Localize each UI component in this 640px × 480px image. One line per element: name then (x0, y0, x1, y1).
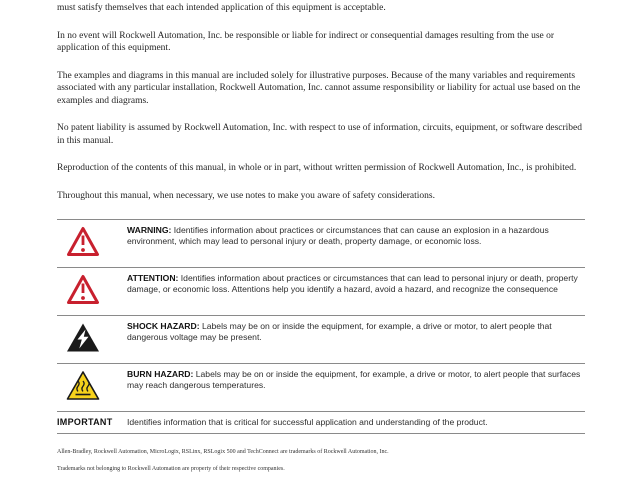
notice-row-shock-hazard (57, 315, 585, 363)
notice-body: Identifies information about practices or circumstances that can cause an explosion in a hazardous environment, which may lead to personal injury or death, property damage, or economic loss. (127, 225, 549, 246)
notice-body: Labels may be on or inside the equipment, for example, a drive or motor, to alert people that surfaces may reach dangerous temperatures. (127, 369, 581, 390)
notice-text-important (127, 417, 585, 428)
attention-warning-icon (57, 273, 127, 310)
notice-label: BURN HAZARD: (127, 369, 194, 379)
notice-label: WARNING: (127, 225, 172, 235)
paragraph-notes-intro: Throughout this manual, when necessary, we use notes to make you aware of safety considerations. (57, 190, 435, 201)
paragraph-examples: The examples and diagrams in this manual are included solely for illustrative purposes. Because of the many variables and requirements associated with any particular installation, Rockwell Automation, Inc. cannot assume responsibility or liability for actual use based on the examples and diagrams. (57, 70, 581, 106)
notice-text-burn-hazard (127, 369, 585, 391)
burn-hazard-icon (57, 369, 127, 406)
notice-body: Labels may be on or inside the equipment, for example, a drive or motor, to alert people that dangerous voltage may be present. (127, 321, 552, 342)
shock-hazard-icon (57, 321, 127, 358)
paragraph-patent: No patent liability is assumed by Rockwell Automation, Inc. with respect to use of information, circuits, equipment, or software described in this manual. (57, 123, 583, 146)
footnote-trademarks: Allen-Bradley, Rockwell Automation, MicroLogix, RSLinx, RSLogix 500 and TechConnect are trademarks of Rockwell Automation, Inc. (57, 449, 389, 455)
paragraph-continuation: must satisfy themselves that each intended application of this equipment is acceptable. (57, 3, 386, 13)
notice-body: Identifies information that is critical for successful application and understanding of the product. (127, 417, 488, 427)
notice-row-important (57, 411, 585, 433)
important-label: IMPORTANT (57, 417, 113, 427)
safety-notice-table (57, 219, 585, 434)
explosion-warning-icon (57, 225, 127, 262)
notice-text-warning (127, 225, 585, 247)
paragraph-reproduction: Reproduction of the contents of this manual, in whole or in part, without written permission of Rockwell Automation, Inc., is prohibited. (57, 163, 577, 173)
trademark-footnotes (57, 449, 585, 473)
notice-body: Identifies information about practices or circumstances that can lead to personal injury or death, property damage, or economic loss. Attentions help you identify a hazard, avoid a hazard, and recognize the consequence (127, 273, 578, 294)
footnote-other-trademarks: Trademarks not belonging to Rockwell Automation are property of their respective companies. (57, 466, 285, 472)
paragraph-liability: In no event will Rockwell Automation, Inc. be responsible or liable for indirect or consequential damages resulting from the use or application of this equipment. (57, 30, 555, 53)
notice-row-burn-hazard (57, 363, 585, 411)
notice-row-attention (57, 267, 585, 315)
notice-text-attention (127, 273, 585, 295)
legal-text-block (57, 2, 585, 202)
notice-label: ATTENTION: (127, 273, 179, 283)
notice-row-warning (57, 219, 585, 267)
notice-text-shock-hazard (127, 321, 585, 343)
notice-label: SHOCK HAZARD: (127, 321, 200, 331)
